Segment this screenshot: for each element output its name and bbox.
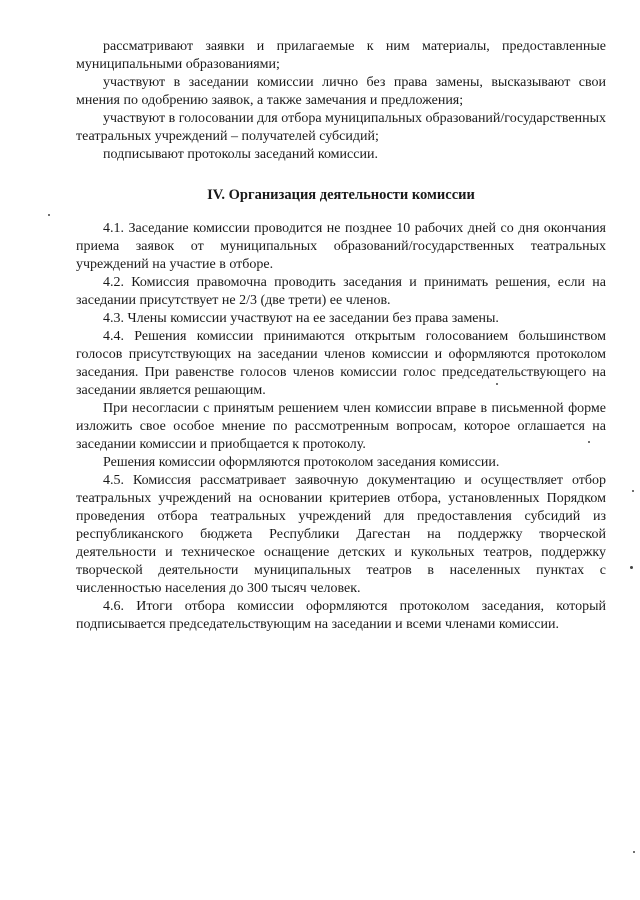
scan-speck: [496, 383, 498, 385]
intro-item-review: рассматривают заявки и прилагаемые к ним материалы, предоставленные муниципальными образованиями;: [76, 39, 606, 72]
paragraph-4-5: 4.5. Комиссия рассматривает заявочную документацию и осуществляет отбор театральных учреждений на основании критериев отбора, установленных Порядком проведения отбора театральных учреждений для предоставления субсидий из республиканского бюджета Республики Дагестан на поддержку творческой деятельности и техническое оснащение детских и кукольных театров, поддержку творческой деятельности муниципальных театров в населенных пунктах с численностью населения до 300 тысяч человек.: [76, 473, 606, 596]
scan-speck: [48, 214, 50, 216]
intro-item-sign: подписывают протоколы заседаний комиссии.: [103, 147, 378, 162]
scan-speck: [630, 566, 633, 569]
section-heading: IV. Организация деятельности комиссии: [207, 187, 475, 203]
document-page: [76, 38, 606, 634]
paragraph-4-3: 4.3. Члены комиссии участвуют на ее заседании без права замены.: [103, 311, 499, 326]
intro-item-vote: участвуют в голосовании для отбора муниципальных образований/государственных театральных учреждений – получателей субсидий;: [76, 111, 606, 144]
intro-item-participate: участвуют в заседании комиссии лично без права замены, высказывают свои мнения по одобрению заявок, а также замечания и предложения;: [76, 75, 606, 108]
paragraph-4-6: 4.6. Итоги отбора комиссии оформляются протоколом заседания, который подписывается председательствующим на заседании и всеми членами комиссии.: [76, 599, 606, 632]
paragraph-4-4: 4.4. Решения комиссии принимаются открытым голосованием большинством голосов присутствующих на заседании членов комиссии и оформляются протоколом заседания. При равенстве голосов членов комиссии голос председательствующего на заседании является решающим.: [76, 329, 606, 398]
paragraph-decisions: Решения комиссии оформляются протоколом заседания комиссии.: [103, 455, 500, 470]
scan-speck: [632, 490, 634, 492]
paragraph-4-1: 4.1. Заседание комиссии проводится не позднее 10 рабочих дней со дня окончания приема заявок от муниципальных образований/государственных театральных учреждений на участие в отборе.: [76, 221, 606, 272]
scan-speck: [633, 851, 635, 853]
paragraph-4-2: 4.2. Комиссия правомочна проводить заседания и принимать решения, если на заседании присутствует не 2/3 (две трети) ее членов.: [76, 275, 606, 308]
paragraph-disagreement: При несогласии с принятым решением член комиссии вправе в письменной форме изложить свое особое мнение по рассмотренным вопросам, которое оглашается на заседании комиссии и приобщается к протоколу.: [76, 401, 606, 452]
scan-speck: [588, 441, 590, 443]
